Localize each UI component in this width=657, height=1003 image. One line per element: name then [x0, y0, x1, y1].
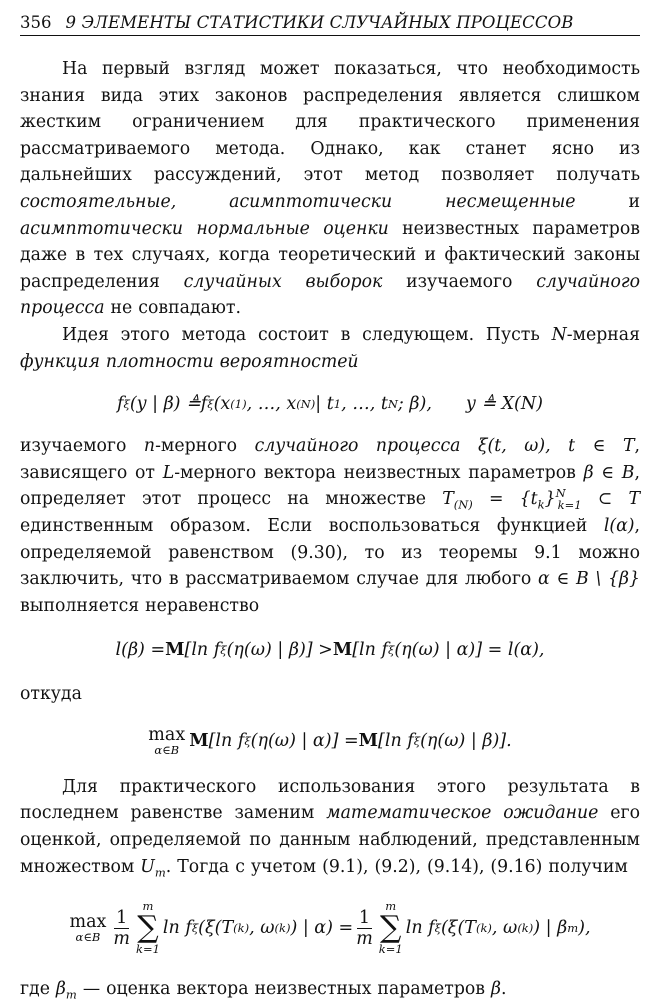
text-run: его оценкой, определяемой по данным наблюдений, представленным множеством	[20, 803, 640, 877]
math-text: (η(ω) | β)].	[420, 730, 512, 751]
math-text: ) | β	[533, 918, 568, 939]
math-text: , …, x	[246, 394, 297, 415]
sum-operator	[136, 900, 160, 956]
text-run: Для практического использования этого результата в последнем равенстве заменим	[20, 776, 640, 824]
text-run: неизвестных параметров даже в тех случаях, когда теоретический и фактический законы распределения	[20, 218, 640, 292]
math-text: (x	[213, 394, 231, 415]
math-sub: α∈B	[75, 930, 101, 945]
math-expr: β ∈ B	[583, 462, 635, 483]
math-text: (η(ω) | α)] =	[250, 730, 359, 751]
text-run: Идея этого метода состоит в следующем. Пусть	[62, 324, 552, 345]
paragraph-6	[20, 976, 640, 1003]
text-run: откуда	[20, 684, 82, 705]
math-expr: }	[544, 489, 556, 510]
text-run: На первый взгляд может показаться, что необходимость знания вида этих законов распределения является слишком жестким ограничением для практического применения рассматриваемого метода. Однако, как станет ясно из дальнейших рассуждений, этот метод позволяет получать	[20, 59, 640, 186]
equation-max: max α∈B M [ln f ξ (η(ω) | α)] = M [ln f ξ (η(ω) | β)].	[148, 724, 512, 757]
equation-estimate: max α∈B $\frac{1}{m}$ m ∑ k=1 ln f ξ (ξ(T (k) , ω (k) ) | α) = $\frac{1}{m}$ m ∑ k=1 ln f ξ (ξ(T (k) , ω (k) ) | β m ),	[69, 899, 591, 957]
italic-term: асимптотически нормальные оценки	[20, 218, 389, 239]
italic-term: случайного процесса	[20, 271, 641, 319]
fraction	[356, 908, 373, 949]
text-run: -мерного вектора неизвестных параметров	[174, 462, 584, 483]
math-text: (η(ω) | β)] >	[226, 640, 333, 661]
italic-term: случайных выборок	[183, 271, 383, 292]
math-text: y ≜ X(N)	[465, 394, 543, 415]
math-symbol: n	[143, 436, 156, 457]
frac-num: 1	[358, 907, 371, 928]
sum-upper: m	[385, 899, 397, 914]
equation-inequality: l(β) = M [ln f ξ (η(ω) | β)] > M [ln f ξ (η(ω) | α)] = l(α),	[115, 640, 545, 661]
math-expr: = {t	[472, 489, 538, 510]
text-run: единственным образом. Если воспользоваться функцией	[20, 515, 604, 536]
fraction	[113, 908, 130, 949]
math-expr: ξ(t, ω), t ∈ T	[460, 436, 635, 457]
math-f: f	[200, 394, 208, 415]
math-text: ) | α) =	[290, 918, 354, 939]
page-header	[20, 8, 640, 36]
math-text: | t	[315, 394, 334, 415]
text-run: и	[575, 191, 641, 212]
text-run: . Тогда с учетом (9.1), (9.2), (9.14), (9.16) получим	[165, 856, 628, 877]
math-expr: l(α)	[603, 515, 635, 536]
math-text: (y | β) ≜	[129, 394, 201, 415]
paragraph-2	[20, 322, 640, 375]
page	[20, 8, 640, 1003]
math-sub: (N)	[453, 497, 473, 512]
sum-operator	[379, 900, 403, 956]
math-text: ln f	[405, 918, 435, 939]
paragraph-4	[20, 681, 640, 708]
math-text: , …, t	[341, 394, 388, 415]
math-text: l(β) =	[115, 640, 166, 661]
text-run: , зависящего от	[20, 436, 640, 483]
math-sub: m	[65, 987, 77, 1002]
math-symbol: T	[442, 489, 454, 510]
sum-lower: k=1	[135, 942, 160, 957]
math-expr: ⊂ T	[581, 489, 640, 510]
paragraph-3	[20, 433, 640, 619]
math-sup: N	[555, 486, 566, 501]
math-symbol: β	[491, 979, 502, 1000]
frac-den: m	[113, 928, 130, 949]
math-sub: k=1	[557, 497, 582, 512]
text-run: изучаемого	[20, 436, 144, 457]
text-run: — оценка вектора неизвестных параметров	[76, 979, 492, 1000]
math-text: , ω	[491, 918, 518, 939]
math-text: (η(ω) | α)] = l(α),	[394, 640, 545, 661]
math-max: max	[69, 912, 107, 933]
paragraph-1	[20, 56, 640, 322]
math-text: (ξ(T	[198, 918, 234, 939]
text-run: , определяет этот процесс на множестве	[20, 462, 640, 510]
math-sub: α∈B	[154, 742, 180, 757]
math-expectation: M	[332, 640, 353, 661]
text-run: изучаемого	[382, 271, 537, 292]
math-text: [ln f	[378, 730, 414, 751]
text-run: , определяемой равенством (9.30), то из теоремы 9.1 можно заключить, что в рассматриваемом случае для любого	[20, 515, 640, 590]
math-text: ; β),	[397, 394, 432, 415]
sum-sign: ∑	[137, 910, 159, 946]
max-operator	[148, 726, 185, 756]
sum-upper: m	[142, 899, 154, 914]
math-text: (ξ(T	[440, 918, 476, 939]
text-run: .	[501, 979, 507, 1000]
math-sub: k	[537, 497, 545, 512]
math-expectation: M	[165, 640, 185, 661]
text-run: -мерная	[566, 324, 640, 345]
math-text: [ln f	[208, 730, 245, 751]
math-expectation: M	[358, 730, 379, 751]
math-text: [ln f	[352, 640, 388, 661]
math-text: [ln f	[184, 640, 221, 661]
math-text: ),	[578, 918, 591, 939]
math-text: ln f	[162, 918, 192, 939]
sum-lower: k=1	[378, 942, 403, 957]
text-run: не совпадают.	[104, 298, 241, 319]
italic-term: состоятельные, асимптотически несмещенные	[20, 191, 576, 212]
frac-den: m	[356, 928, 373, 949]
math-symbol: β	[55, 979, 66, 1000]
paragraph-5	[20, 774, 640, 880]
italic-term: случайного процесса	[254, 436, 461, 457]
italic-term: математическое ожидание	[326, 803, 599, 824]
max-operator	[69, 913, 106, 943]
math-expectation: M	[189, 730, 209, 751]
running-title: 9 ЭЛЕМЕНТЫ СТАТИСТИКИ СЛУЧАЙНЫХ ПРОЦЕССОВ	[65, 13, 574, 32]
italic-term: функция плотности вероятностей	[20, 351, 359, 372]
page-number: 356	[20, 13, 52, 32]
sum-sign: ∑	[380, 910, 402, 946]
math-text: , ω	[249, 918, 275, 939]
equation-density: f ξ (y | β) ≜ f ξ (x (1) , …, x (N) | t 1 , …, t N ; β), y ≜ X(N)	[117, 394, 543, 415]
text-run: где	[20, 979, 56, 1000]
math-symbol: L	[162, 462, 175, 483]
text-run: выполняется неравенство	[20, 595, 260, 616]
math-f: f	[117, 394, 124, 415]
text-run: -мерного	[155, 436, 255, 457]
math-sub: m	[154, 865, 166, 880]
math-symbol: U	[140, 856, 155, 877]
frac-num: 1	[116, 907, 128, 928]
math-max: max	[148, 724, 186, 745]
math-expr: α ∈ B \ {β}	[538, 569, 640, 590]
math-symbol: N	[551, 324, 567, 345]
